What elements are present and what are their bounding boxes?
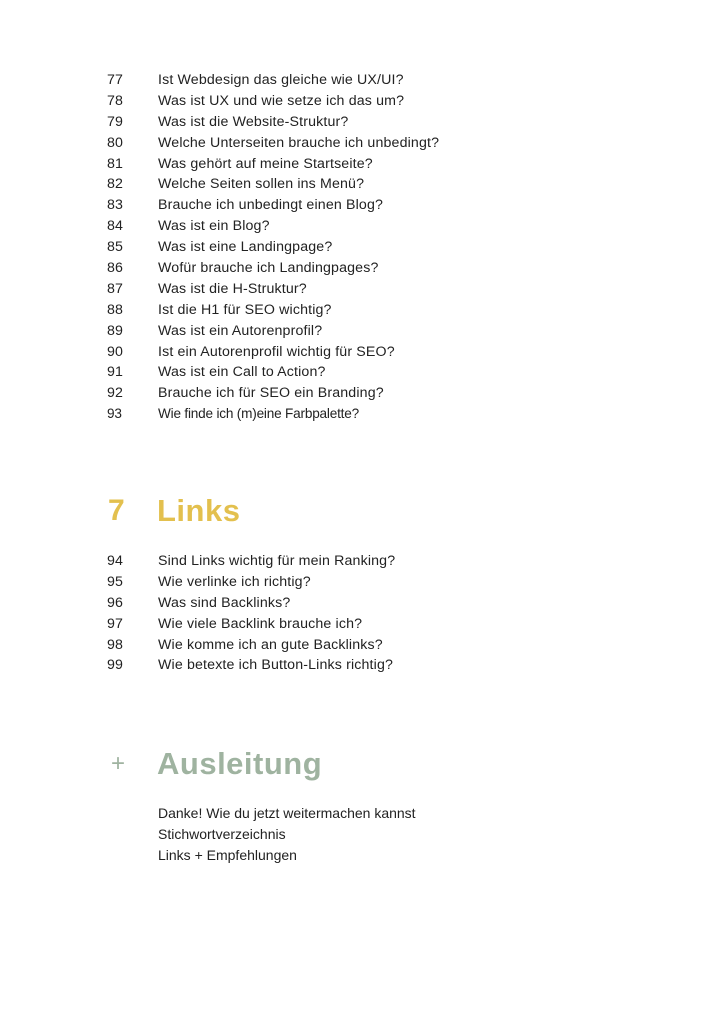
toc-entry-number: 83 xyxy=(107,197,124,214)
toc-entry-title: Was ist ein Autorenprofil? xyxy=(158,322,323,339)
toc-entry-number: 95 xyxy=(107,573,124,590)
toc-entry[interactable] xyxy=(0,237,724,258)
toc-entry-number: 82 xyxy=(107,176,124,193)
toc-entry[interactable] xyxy=(0,635,724,656)
toc-entry[interactable] xyxy=(0,342,724,363)
section-heading-links[interactable] xyxy=(0,489,724,533)
outro-entry[interactable]: Stichwortverzeichnis xyxy=(158,825,286,842)
toc-entry-number: 86 xyxy=(107,260,124,277)
toc-entry[interactable] xyxy=(0,216,724,237)
toc-list-links xyxy=(0,551,724,676)
toc-entry-title: Wie finde ich (m)eine Farbpalette? xyxy=(158,406,359,422)
toc-entry-title: Was ist die H-Struktur? xyxy=(158,280,307,297)
toc-entry-number: 93 xyxy=(107,406,122,422)
toc-entry-number: 96 xyxy=(107,594,124,611)
toc-entry[interactable] xyxy=(0,154,724,175)
toc-entry[interactable] xyxy=(0,572,724,593)
toc-entry-number: 77 xyxy=(107,72,124,88)
toc-entry-title: Ist ein Autorenprofil wichtig für SEO? xyxy=(158,343,395,360)
toc-entry[interactable] xyxy=(0,174,724,195)
toc-entry-title: Brauche ich für SEO ein Branding? xyxy=(158,385,384,402)
toc-entry-number: 98 xyxy=(107,636,124,653)
toc-entry-number: 97 xyxy=(107,615,124,632)
toc-entry[interactable] xyxy=(0,614,724,635)
toc-entry-title: Was ist ein Blog? xyxy=(158,218,270,235)
toc-list-part1 xyxy=(0,70,724,425)
toc-entry-title: Welche Unterseiten brauche ich unbedingt? xyxy=(158,134,440,151)
plus-icon: + xyxy=(111,750,126,777)
outro-entry[interactable]: Links + Empfehlungen xyxy=(158,846,297,863)
toc-entry-title: Wofür brauche ich Landingpages? xyxy=(158,260,379,277)
toc-entry-title: Was gehört auf meine Startseite? xyxy=(158,155,373,172)
toc-entry[interactable] xyxy=(0,258,724,279)
toc-entry-title: Was ist die Website-Struktur? xyxy=(158,113,349,130)
toc-entry-title: Was ist UX und wie setze ich das um? xyxy=(158,92,405,109)
toc-entry-number: 78 xyxy=(107,92,124,109)
toc-entry-number: 80 xyxy=(107,134,124,151)
toc-entry[interactable] xyxy=(0,551,724,572)
toc-entry[interactable] xyxy=(0,362,724,383)
toc-entry-title: Was sind Backlinks? xyxy=(158,594,291,611)
toc-entry[interactable] xyxy=(0,655,724,676)
section-title: Links xyxy=(157,493,241,528)
toc-entry[interactable] xyxy=(0,133,724,154)
toc-entry[interactable] xyxy=(0,383,724,404)
toc-entry[interactable] xyxy=(0,593,724,614)
toc-entry[interactable] xyxy=(0,404,724,425)
toc-entry-title: Ist Webdesign das gleiche wie UX/UI? xyxy=(158,72,404,88)
toc-entry-number: 84 xyxy=(107,218,124,235)
toc-entry-number: 94 xyxy=(107,553,124,569)
toc-entry-number: 99 xyxy=(107,657,124,674)
toc-entry-title: Wie viele Backlink brauche ich? xyxy=(158,615,363,632)
toc-entry-title: Was ist eine Landingpage? xyxy=(158,239,333,256)
toc-entry[interactable] xyxy=(0,300,724,321)
toc-entry-title: Wie komme ich an gute Backlinks? xyxy=(158,636,383,653)
toc-entry[interactable] xyxy=(0,70,724,91)
toc-entry-number: 81 xyxy=(107,155,124,172)
toc-entry-number: 79 xyxy=(107,113,124,130)
toc-entry-number: 88 xyxy=(107,301,124,318)
toc-entry[interactable] xyxy=(0,112,724,133)
toc-entry-number: 91 xyxy=(107,364,124,381)
toc-entry-number: 85 xyxy=(107,239,124,256)
toc-entry-number: 87 xyxy=(107,280,124,297)
toc-entry[interactable] xyxy=(0,195,724,216)
outro-entry[interactable]: Danke! Wie du jetzt weitermachen kannst xyxy=(158,805,416,821)
toc-entry-title: Was ist ein Call to Action? xyxy=(158,364,326,381)
toc-entry[interactable] xyxy=(0,279,724,300)
toc-entry-number: 92 xyxy=(107,385,124,402)
toc-entry-title: Wie betexte ich Button-Links richtig? xyxy=(158,657,394,674)
section-title: Ausleitung xyxy=(157,746,323,781)
outro-list xyxy=(158,803,416,866)
toc-entry-title: Brauche ich unbedingt einen Blog? xyxy=(158,197,384,214)
section-number: 7 xyxy=(108,494,125,527)
toc-entry[interactable] xyxy=(0,321,724,342)
toc-entry-title: Ist die H1 für SEO wichtig? xyxy=(158,301,332,318)
toc-entry-title: Welche Seiten sollen ins Menü? xyxy=(158,176,365,193)
section-heading-ausleitung[interactable] xyxy=(0,742,724,786)
toc-entry-number: 90 xyxy=(107,343,124,360)
toc-entry[interactable] xyxy=(0,91,724,112)
toc-entry-title: Wie verlinke ich richtig? xyxy=(158,573,311,590)
toc-entry-number: 89 xyxy=(107,322,124,339)
toc-entry-title: Sind Links wichtig für mein Ranking? xyxy=(158,553,396,569)
